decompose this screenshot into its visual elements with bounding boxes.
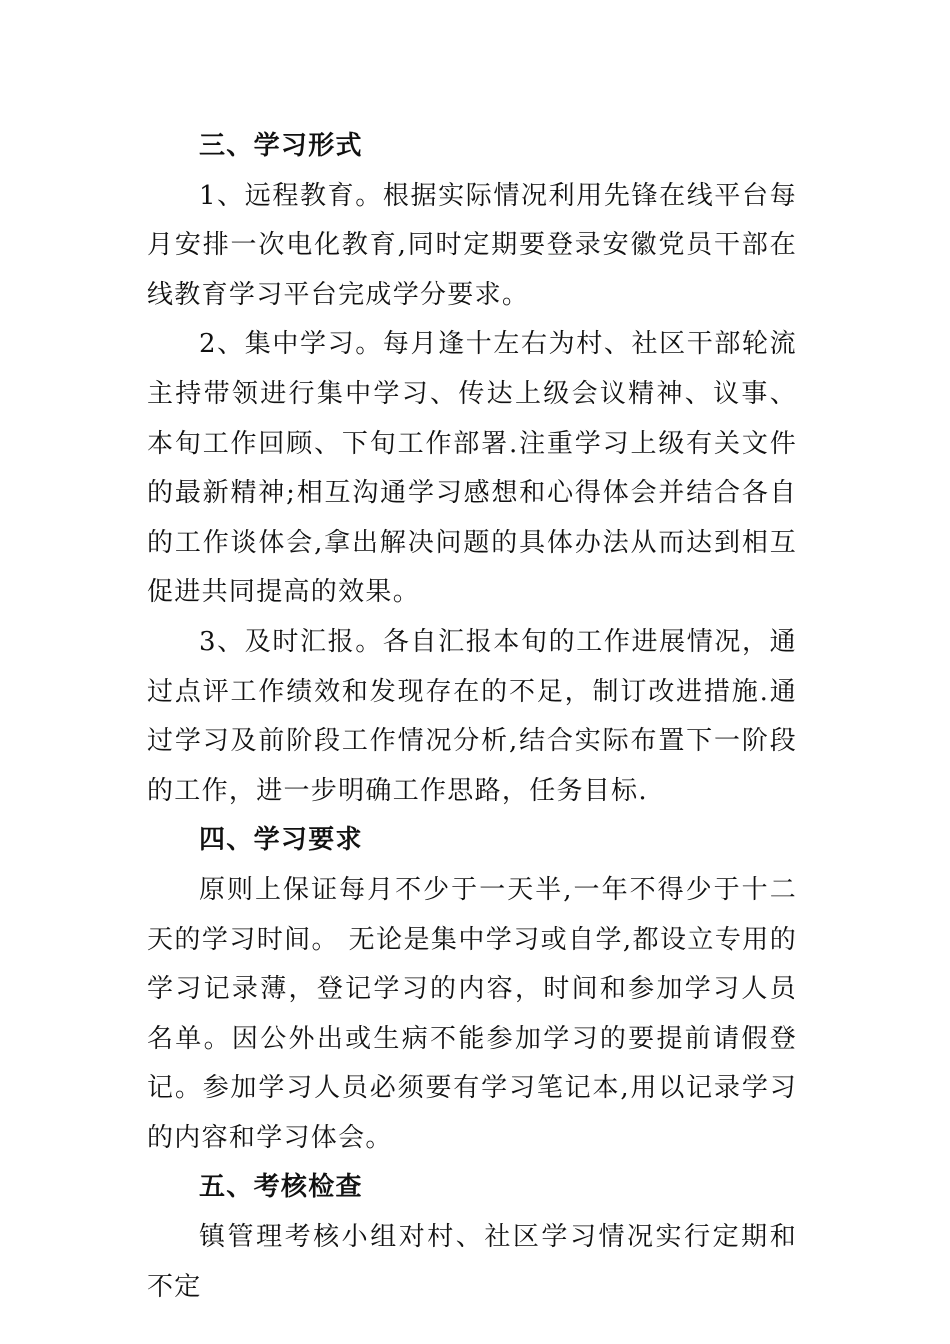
document-page [147,122,797,1312]
section-heading-learning-requirements: 四、学习要求 [199,825,363,856]
section-heading-assessment: 五、考核检查 [199,1172,363,1203]
section-heading-learning-forms: 三、学习形式 [199,131,363,161]
paragraph-remote-education: 1、远程教育。根据实际情况利用先锋在线平台每月安排一次电化教育,同时定期要登录安徽党员干部在线教育学习平台完成学分要求。 [147,180,797,310]
paragraph-assessment: 镇管理考核小组对村、社区学习情况实行定期和不定 [147,1222,797,1302]
paragraph-centralized-learning: 2、集中学习。每月逢十左右为村、社区干部轮流主持带领进行集中学习、传达上级会议精神、议事、本旬工作回顾、下旬工作部署.注重学习上级有关文件的最新精神;相互沟通学习感想和心得体会并结合各自的工作谈体会,拿出解决问题的具体办法从而达到相互促进共同提高的效果。 [147,329,797,608]
paragraph-timely-report: 3、及时汇报。各自汇报本旬的工作进展情况，通过点评工作绩效和发现存在的不足，制订改进措施.通过学习及前阶段工作情况分析,结合实际布置下一阶段的工作，进一步明确工作思路，任务目标. [147,626,797,806]
paragraph-requirements: 原则上保证每月不少于一天半,一年不得少于十二天的学习时间。 无论是集中学习或自学,都设立专用的学习记录薄，登记学习的内容，时间和参加学习人员名单。因公外出或生病不能参加学习的要提前请假登记。参加学习人员必须要有学习笔记本,用以记录学习的内容和学习体会。 [147,874,797,1153]
